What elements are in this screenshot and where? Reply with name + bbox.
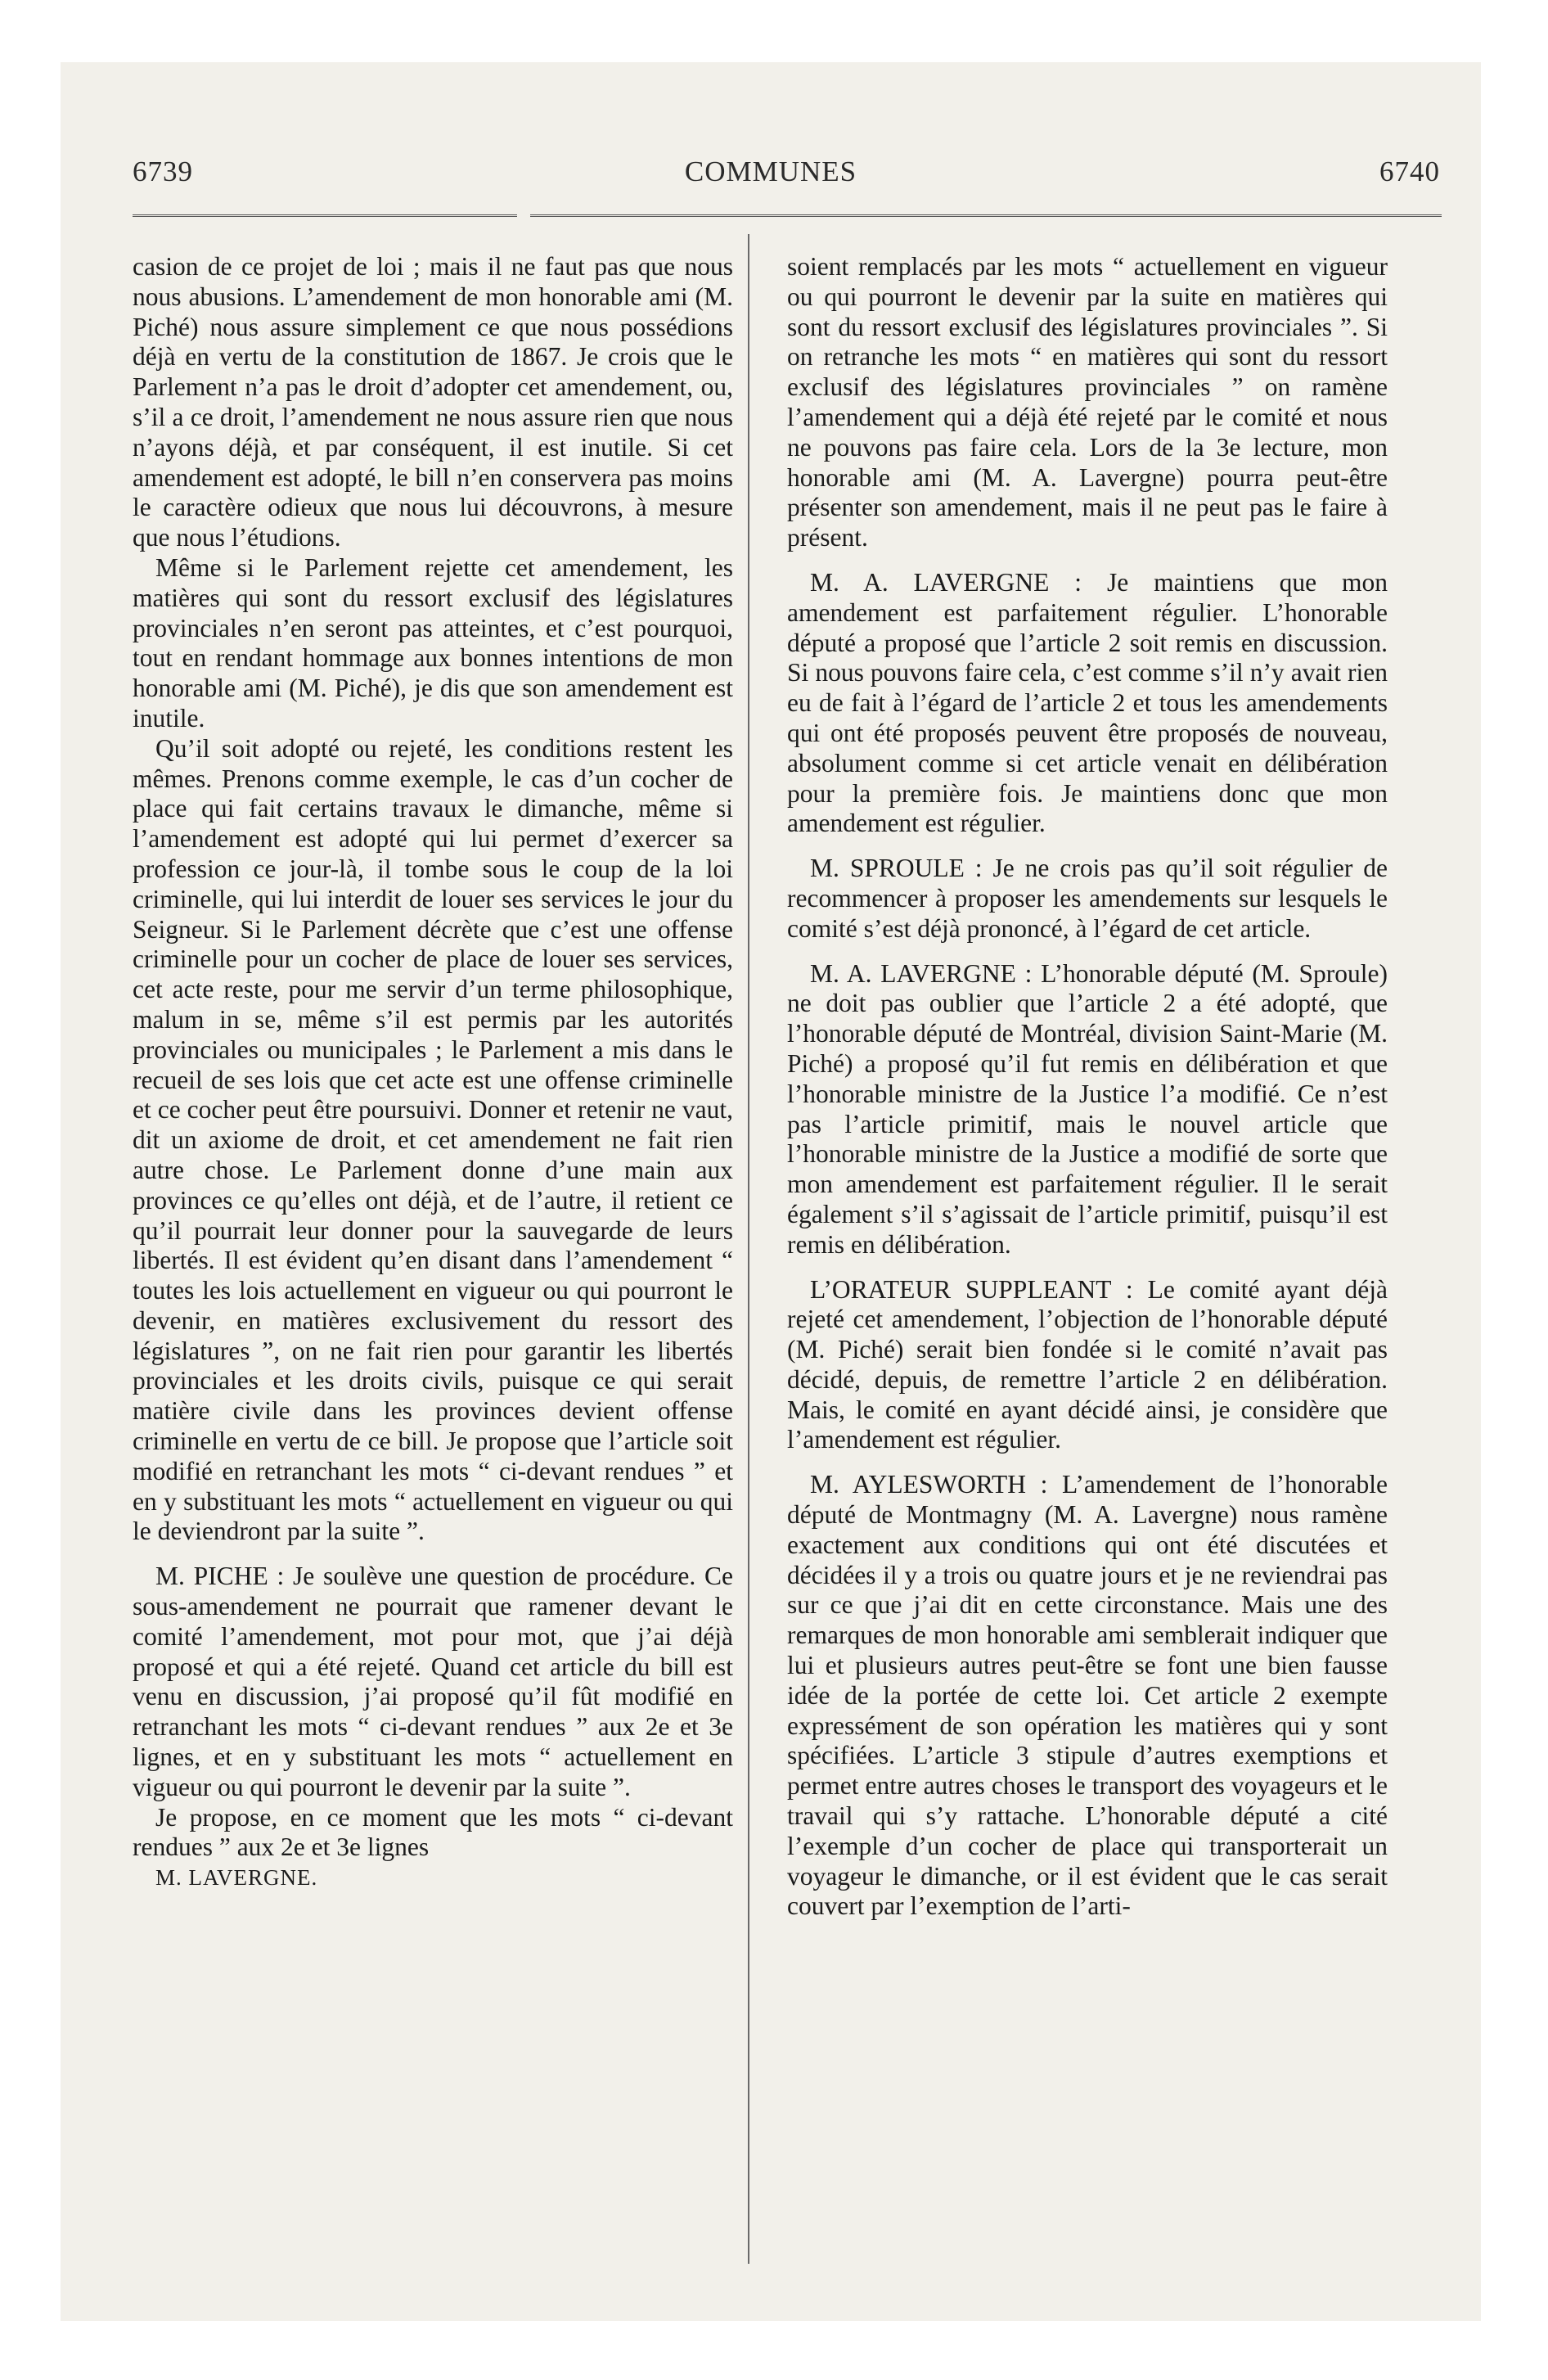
header-rule-left xyxy=(133,214,517,217)
page-sheet xyxy=(61,62,1481,2321)
running-title: COMMUNES xyxy=(684,156,857,187)
speech-aylesworth: M. AYLESWORTH : L’amendement de l’honorable député de Montmagny (M. A. Lavergne) nous ramène exactement aux conditions qui ont été discutées et décidées il y a trois ou quatre jours et je ne reviendrai pas sur ce que j’ai dit en cette circonstance. Mais une des remarques de mon honorable ami semblerait indiquer que lui et plusieurs autres peut-être se font une bien fausse idée de la portée de cette loi. Cet article 2 exempte expressément de son opération les matières qui y sont spécifiées. L’article 3 stipule d’autres exemptions et permet entre autres choses le transport des voyageurs et le travail qui s’y rattache. L’honorable député a cité l’exemple d’un cocher de place qui transporterait un voyageur le dimanche, or il est évident que le cas serait couvert par l’exemption de l’arti- xyxy=(787,1470,1388,1921)
header-rule-right xyxy=(530,214,1442,217)
speech-lavergne-1: M. A. LAVERGNE : Je maintiens que mon amendement est parfaitement régulier. L’honorable député a proposé que l’article 2 soit remis en discussion. Si nous pouvons faire cela, c’est comme s’il n’y avait rien eu de fait à l’égard de l’article 2 et tous les amendements qui ont été proposés peuvent être proposés de nouveau, absolument comme si cet article venait en délibération pour la première fois. Je maintiens donc que mon amendement est régulier. xyxy=(787,567,1388,838)
speech-sproule: M. SPROULE : Je ne crois pas qu’il soit régulier de recommencer à proposer les amendements sur lesquels le comité s’est déjà prononcé, à l’égard de cet article. xyxy=(787,854,1388,943)
right-column xyxy=(787,252,1388,1922)
left-column xyxy=(133,252,733,1893)
paragraph: Je propose, en ce moment que les mots “ ci-devant rendues ” aux 2e et 3e lignes xyxy=(133,1802,733,1862)
page-number-right: 6740 xyxy=(1379,156,1440,187)
speech-lavergne-2: M. A. LAVERGNE : L’honorable député (M. Sproule) ne doit pas oublier que l’article 2 a été adopté, que l’honorable député de Montréal, division Saint-Marie (M. Piché) a proposé qu’il fut remis en délibération et que l’honorable ministre de la Justice l’a modifié. Ce n’est pas l’article primitif, mais le nouvel article que l’honorable ministre de la Justice a modifié de sorte que mon amendement est parfaitement régulier. Il le serait également s’il s’agissait de l’article primitif, puisqu’il est remis en délibération. xyxy=(787,958,1388,1259)
speaker-attribution: M. LAVERGNE. xyxy=(155,1865,318,1891)
column-divider xyxy=(748,234,749,2264)
page-number-left: 6739 xyxy=(133,156,193,187)
paragraph: casion de ce projet de loi ; mais il ne faut pas que nous nous abusions. L’amendement de mon honorable ami (M. Piché) nous assure simplement ce que nous possédions déjà en vertu de la constitution de 1867. Je crois que le Parlement n’a pas le droit d’adopter cet amendement, ou, s’il a ce droit, l’amendement ne nous assure rien que nous n’ayons déjà, et par conséquent, il est inutile. Si cet amendement est adopté, le bill n’en conservera pas moins le caractère odieux que nous lui découvrons, à mesure que nous l’étudions. xyxy=(133,252,733,552)
speech-orateur-suppleant: L’ORATEUR SUPPLEANT : Le comité ayant déjà rejeté cet amendement, l’objection de l’honorable député (M. Piché) serait bien fondée si le comité n’avait pas décidé, depuis, de remettre l’article 2 en délibération. Mais, le comité en ayant décidé ainsi, je considère que l’amendement est régulier. xyxy=(787,1274,1388,1454)
paragraph: soient remplacés par les mots “ actuellement en vigueur ou qui pourront le devenir par la suite en matières qui sont du ressort exclusif des législatures provinciales ”. Si on retranche les mots “ en matières qui sont du ressort exclusif des législatures provinciales ” on ramène l’amendement qui a déjà été rejeté par le comité et nous ne pouvons pas faire cela. Lors de la 3e lecture, mon honorable ami (M. A. Lavergne) pourra peut-être présenter son amendement, mais il ne peut pas le faire à présent. xyxy=(787,252,1388,552)
paragraph: Même si le Parlement rejette cet amendement, les matières qui sont du ressort exclusif des législatures provinciales n’en seront pas atteintes, et c’est pourquoi, tout en rendant hommage aux bonnes intentions de mon honorable ami (M. Piché), je dis que son amendement est inutile. xyxy=(133,552,733,732)
paragraph: Qu’il soit adopté ou rejeté, les conditions restent les mêmes. Prenons comme exemple, le cas d’un cocher de place qui fait certains travaux le dimanche, même si l’amendement est adopté qui lui permet d’exercer sa profession ce jour-là, il tombe sous le coup de la loi criminelle, qui lui interdit de louer ses services le jour du Seigneur. Si le Parlement décrète que c’est une offense criminelle pour un cocher de place de louer ses services, cet acte reste, pour me servir d’un terme philosophique, malum in se, même s’il est permis par les autorités provinciales ou municipales ; le Parlement a mis dans le recueil de ses lois que cet acte est une offense criminelle et ce cocher peut être poursuivi. Donner et retenir ne vaut, dit un axiome de droit, et cet amendement ne fait rien autre chose. Le Parlement donne d’une main aux provinces ce qu’elles ont déjà, et de l’autre, il retient ce qu’il pourrait leur donner pour la sauvegarde de leurs libertés. Il est évident qu’en disant dans l’amendement “ toutes les lois actuellement en vigueur ou qui pourront le devenir, en matières exclusivement du ressort des législatures ”, on ne fait rien pour garantir les libertés provinciales et les droits civils, puisque ce qui serait matière civile dans les provinces devient offense criminelle en vertu de ce bill. Je propose que l’article soit modifié en retranchant les mots “ ci-devant rendues ” et en y substituant les mots “ actuellement en vigueur ou qui le deviendront par la suite ”. xyxy=(133,733,733,1546)
speech-piche: M. PICHE : Je soulève une question de procédure. Ce sous-amendement ne pourrait que ramener devant le comité l’amendement, mot pour mot, que j’ai déjà proposé et qui a été rejeté. Quand cet article du bill est venu en discussion, j’ai proposé qu’il fût modifié en retranchant les mots “ ci-devant rendues ” aux 2e et 3e lignes, et en y substituant les mots “ actuellement en vigueur ou qui pourront le devenir par la suite ”. xyxy=(133,1562,733,1801)
